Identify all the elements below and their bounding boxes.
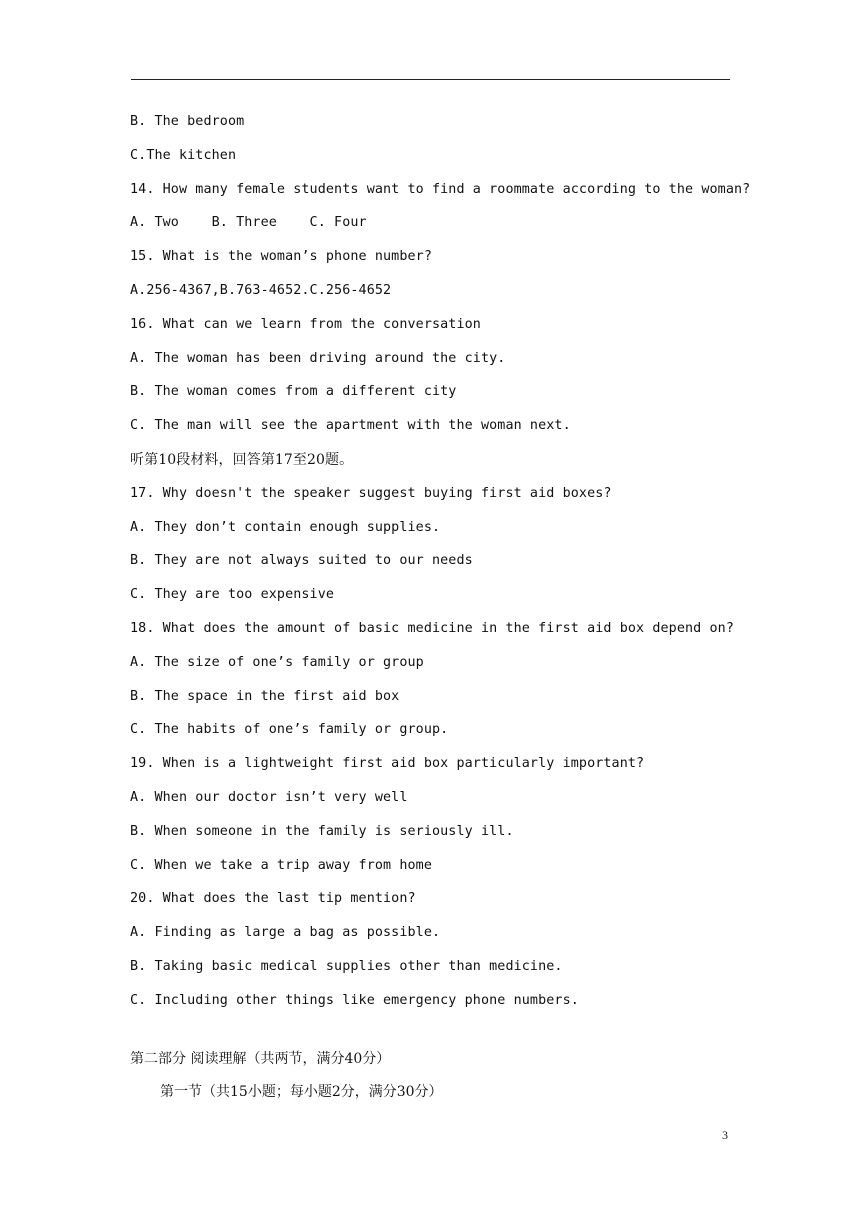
option-line: B. Taking basic medical supplies other than medicine. [130,958,563,974]
header-rule [131,79,730,80]
section-subtitle: 第一节（共15小题；每小题2分，满分30分） [160,1083,443,1100]
option-line: C. The man will see the apartment with the woman next. [130,418,571,434]
question-14: 14. How many female students want to find a roommate according to the woman? [130,181,751,197]
question-20: 20. What does the last tip mention? [130,891,416,907]
option-line: A. Finding as large a bag as possible. [130,925,441,941]
option-line: B. The woman comes from a different city [130,384,457,400]
option-line: B. The space in the first aid box [130,688,400,704]
question-17: 17. Why doesn't the speaker suggest buying first aid boxes? [130,485,612,501]
option-line: A. They don’t contain enough supplies. [130,519,441,535]
option-line: C. Including other things like emergency phone numbers. [130,992,579,1008]
page-number: 3 [722,1128,728,1142]
option-line: C. They are too expensive [130,587,335,603]
question-19: 19. When is a lightweight first aid box particularly important? [130,756,645,772]
option-line: C. When we take a trip away from home [130,857,432,873]
listening-instruction: 听第10段材料，回答第17至20题。 [130,451,354,468]
option-line: C.The kitchen [130,147,237,163]
option-line: B. When someone in the family is seriously ill. [130,823,514,839]
option-line: C. The habits of one’s family or group. [130,722,449,738]
option-line: B. They are not always suited to our needs [130,553,473,569]
question-15: 15. What is the woman’s phone number? [130,249,432,265]
section-gap [130,1025,750,1049]
option-line: A. The size of one’s family or group [130,654,424,670]
option-line: B. The bedroom [130,114,245,129]
option-line: A. When our doctor isn’t very well [130,789,408,805]
document-body [130,112,750,1102]
section-title: 第二部分 阅读理解（共两节，满分40分） [130,1050,391,1067]
option-line: A.256-4367,B.763-4652.C.256-4652 [130,282,392,298]
option-line: A. Two B. Three C. Four [130,215,367,231]
option-line: A. The woman has been driving around the city. [130,350,506,366]
question-18: 18. What does the amount of basic medicine in the first aid box depend on? [130,620,734,636]
question-16: 16. What can we learn from the conversation [130,316,481,332]
